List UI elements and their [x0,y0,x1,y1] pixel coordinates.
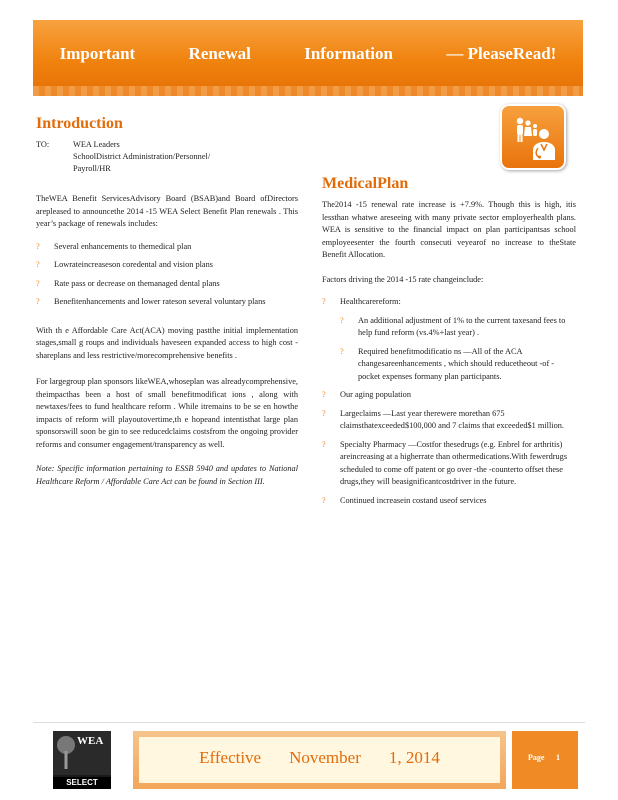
intro-paragraph: TheWEA Benefit ServicesAdvisory Board (BSAB)and Board ofDirectors arepleased to announcethe 2014 -15 WEA Select Benefit Plan renewals . This year’s package of renewals includes: [36,194,298,228]
list-item [36,296,298,309]
question-bullet-icon: ? [36,297,40,306]
question-bullet-icon: ? [322,297,326,306]
logo-select-bar: SELECT [53,777,111,789]
factors-paragraph: Factors driving the 2014 -15 rate changeinclude: [322,274,484,284]
list-item [322,296,576,309]
list-item-text: Our aging population [340,390,411,399]
aca-paragraph: With th e Affordable Care Act(ACA) moving pastthe initial implementation stages,small g roups and individuals haveseen expanded access to high cost - shareplans and less restrictive/morecomprehensive benefits . [36,325,298,360]
large-group-paragraph: For largegroup plan sponsors likeWEA,whoseplan was alreadycomprehensive, theimpacthas been a host of small benefitmodificat ions , along with newtaxes/fees to fund healthcare reform . While itremains to be se en howthe impacts of reform will playoutovertime,th e hopeand intentisthat large plan sponsorswill soon be gin to see reducedclaims costsfrom the ongoing provider reforms and consumer engagement/transparency as well. [36,377,298,449]
to-block [36,139,298,175]
header-word: Renewal [188,44,251,63]
effective-word: 1, 2014 [388,748,440,767]
page-indicator [512,731,578,789]
header-word: Information [304,44,393,63]
page-number: 1 [556,753,560,762]
list-item-text: Continued increasein costand useof services [340,495,487,505]
list-item [36,259,298,272]
question-bullet-icon: ? [322,390,326,399]
question-bullet-icon: ? [36,241,40,251]
to-recipients [73,139,210,175]
effective-word: Effective [199,748,262,767]
question-bullet-icon: ? [340,315,344,325]
medical-paragraph: The2014 -15 renewal rate increase is +7.9%. Though this is high, itis lessthan whatwe areseeing with many private sector employerhealth plans. WEA is sensitive to the financial impact on plan participantsas school employeesenter the fourth consecuti veyearof no increase to theState Benefit Allocation. [322,200,576,259]
list-item-text: Several enhancements to themedical plan [54,241,192,251]
list-item [322,389,576,402]
list-item [36,278,298,291]
page-label: Page [528,753,545,762]
note-paragraph: Note: Specific information pertaining to ESSB 5940 and updates to National Healthcare Reform / Affordable Care Act can be found in Section III. [36,464,298,486]
logo-emblem [53,731,111,775]
list-item [340,315,576,340]
question-bullet-icon: ? [340,346,344,356]
to-line: SchoolDistrict Administration/Personnel/ [73,152,211,161]
to-line: Payroll/HR [73,164,111,173]
doctor-family-icon [500,104,566,170]
footer [33,722,585,795]
medical-plan-section [322,175,576,513]
to-label: TO: [36,140,50,149]
header-banner [33,20,583,96]
header-word: — PleaseRead! [446,44,557,63]
list-item-text: Specialty Pharmacy —Costfor thesedrugs (e.g. Enbrel for arthritis) areincreasing at a higherrate than othermedications.With fewerdrugs scheduled to come off patent or go over -the -counterto offset these drugs,they will beasignificantcostdriver in the future. [340,439,568,486]
list-item [36,241,298,254]
effective-date-text [139,748,500,768]
to-line: WEA Leaders [73,140,120,149]
header-word: Important [59,44,136,63]
effective-date-box [133,731,506,789]
introduction-section [36,115,298,496]
question-bullet-icon: ? [36,278,40,288]
logo-text: WEA [77,735,104,747]
list-item-text: Benefitenhancements and lower rateson several voluntary plans [54,297,266,306]
effective-word: November [289,748,361,767]
list-item [322,495,576,508]
header-title [33,44,583,64]
list-item [322,439,576,489]
header-stripe [33,86,583,96]
list-item [322,408,576,433]
tree-icon [55,733,77,773]
wea-select-logo [53,731,111,789]
introduction-heading: Introduction [36,115,123,132]
list-item [340,346,576,384]
effective-date-inner [139,737,500,783]
list-item-text: Lowrateincreaseson coredental and vision plans [54,260,213,269]
list-item-text: Healthcarereform: [340,297,401,306]
question-bullet-icon: ? [322,408,326,418]
question-bullet-icon: ? [36,260,40,269]
question-bullet-icon: ? [322,439,326,449]
question-bullet-icon: ? [322,495,326,505]
list-item-text: Required benefitmodificatio ns —All of the ACA changesareenhancements , which should reducetheout -of -pocket expenses formany plan participants. [358,346,555,381]
list-item-text: An additional adjustment of 1% to the current taxesand fees to help fund reform (vs.4%+last year) . [358,315,566,337]
medical-plan-heading: MedicalPlan [322,175,409,192]
list-item-text: Rate pass or decrease on themanaged dental plans [54,278,220,288]
list-item-text: Largeclaims —Last year therewere morethan 675 claimsthatexceeded$100,000 and 7 claims that exceeded$1 million. [340,408,564,430]
